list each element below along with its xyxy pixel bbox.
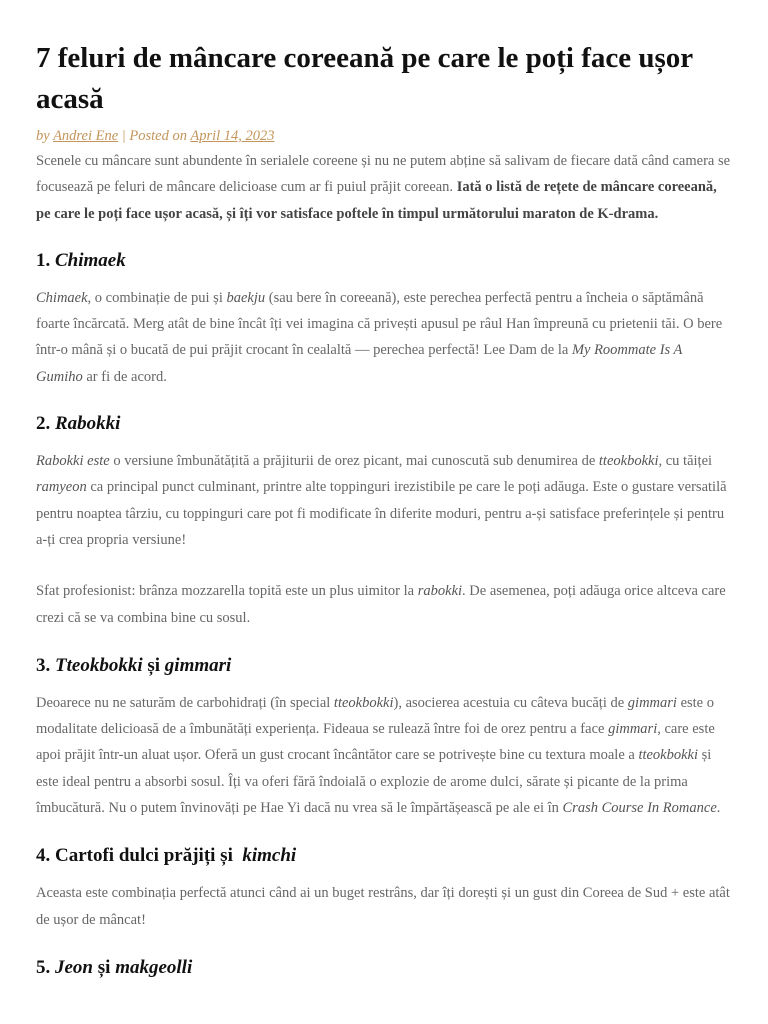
date-link[interactable]: April 14, 2023 (190, 128, 275, 144)
italic-term: ramyeon (36, 479, 87, 496)
section-paragraph-sweet-potatoes-kimchi: Aceasta este combinația perfectă atunci când ai un buget restrâns, dar îți dorești și un gust din Coreea de Sud + este atât de ușor de mâncat! (36, 885, 730, 928)
italic-term: tteokbokki (598, 453, 659, 470)
paragraph-text: . (716, 800, 721, 817)
section-title-part: Cartofi dulci prăjiți și (55, 845, 243, 867)
section-heading-sweet-potatoes-kimchi (36, 843, 732, 869)
section-title-part: makgeolli (115, 956, 193, 978)
section-title-conjunction: și (142, 654, 165, 676)
byline (36, 126, 732, 146)
section-heading-tteokbokki-gimmari (36, 653, 732, 679)
section-title-part: Jeon (55, 956, 93, 978)
paragraph-text: Sfat profesionist: brânza mozzarella topită este un plus uimitor la (36, 583, 418, 600)
italic-term: Chimaek (36, 289, 88, 306)
paragraph-text: o versiune îmbunătățită a prăjiturii de orez picant, mai cunoscută sub denumirea de (113, 453, 599, 470)
pro-tip-paragraph (36, 578, 732, 631)
paragraph-text: , o combinație de pui și (87, 289, 227, 306)
section-paragraph-chimaek (36, 285, 732, 390)
paragraph-text: ca principal punct culminant, printre alte toppinguri irezistibile pe care le poți adăuga. Este o gustare versatilă pentru noaptea târziu, cu toppinguri care pot fi modificate în diferite moduri, pentru a-și satisface preferințele și pentru a-ți crea propria versiune! (36, 479, 727, 548)
section-paragraph-tteokbokki-gimmari (36, 690, 732, 821)
section-number: 4. (36, 845, 55, 867)
section-title: Chimaek (55, 249, 126, 271)
section-heading-rabokki (36, 411, 732, 437)
byline-separator: | Posted on (118, 128, 191, 144)
article-title: 7 feluri de mâncare coreeană pe care le poți face ușor acasă (36, 42, 693, 115)
paragraph-text: (sau bere în coreeană), este perechea perfectă pentru a încheia o săptămână foarte încărcată. Merg atât de bine încât îți vei imagina că privești apusul pe râul Han împreună cu prietenii tăi. O bere într-o mână și o bucată de pui prăjit crocant în cealaltă — perechea perfectă! Lee Dam de la (36, 289, 723, 359)
italic-term: tteokbokki (333, 694, 394, 711)
section-heading-jeon-makgeolli (36, 955, 732, 981)
section-number: 2. (36, 413, 55, 435)
section-heading-chimaek (36, 248, 732, 274)
section-number: 1. (36, 249, 55, 271)
paragraph-text: , cu tăiței (658, 453, 713, 470)
paragraph-text: ar fi de acord. (82, 368, 167, 385)
italic-term: baekju (226, 289, 266, 306)
paragraph-text: ), asocierea acestuia cu câteva bucăți de (393, 694, 628, 711)
paragraph-text: , care este apoi prăjit într-un aluat ușor. Oferă un gust crocant încântător care se potrivește bine cu textura moale a (36, 721, 715, 764)
section-title: Rabokki (55, 413, 121, 435)
italic-term: gimmari (608, 721, 658, 738)
italic-title: Crash Course In Romance (562, 800, 717, 817)
section-number: 5. (36, 956, 55, 978)
italic-term: Rabokki este (36, 453, 114, 470)
section-title-part: Tteokbokki (55, 654, 143, 676)
intro-text: Scenele cu mâncare sunt abundente în serialele coreene și nu ne putem abține să salivam de fiecare dată când camera se focusează pe feluri de mâncare delicioase cum ar fi puiul prăjit coreean. (36, 153, 731, 196)
intro-bold-text: Iată o listă de rețete de mâncare coreeană, pe care le poți face ușor acasă, și îți vor satisface poftele în timpul următorului maraton de K-drama. (36, 179, 717, 222)
italic-title: My Roommate Is A Gumiho (36, 342, 683, 385)
section-title-part: gimmari (164, 654, 232, 676)
paragraph-text: . De asemenea, poți adăuga orice altceva care crezi că se va combina bine cu sosul. (36, 583, 726, 626)
paragraph-text: și este ideal pentru a absorbi sosul. Îți va oferi fără îndoială o explozie de arome dulci, sărate și picante de la prima îmbucătură. Nu o putem învinovăți pe Hae Yi dacă nu vrea să le împărtășească pe ale ei în (36, 747, 712, 817)
paragraph-text: Deoarece nu ne saturăm de carbohidrați (în special (36, 694, 334, 711)
byline-by: by (36, 128, 54, 144)
section-title-conjunction: și (93, 956, 116, 978)
italic-term: gimmari (627, 694, 677, 711)
section-paragraph-rabokki (36, 448, 732, 553)
italic-term: tteokbokki (638, 747, 699, 764)
paragraph-text: este o modalitate delicioasă de a îmbunătăți experiența. Fideaua se rulează între foi de orez pentru a face (36, 694, 714, 738)
section-number: 3. (36, 654, 55, 676)
section-title-part: kimchi (242, 845, 297, 867)
intro-paragraph (36, 148, 732, 227)
author-link[interactable]: Andrei Ene (53, 128, 119, 144)
italic-term: rabokki (417, 583, 463, 600)
